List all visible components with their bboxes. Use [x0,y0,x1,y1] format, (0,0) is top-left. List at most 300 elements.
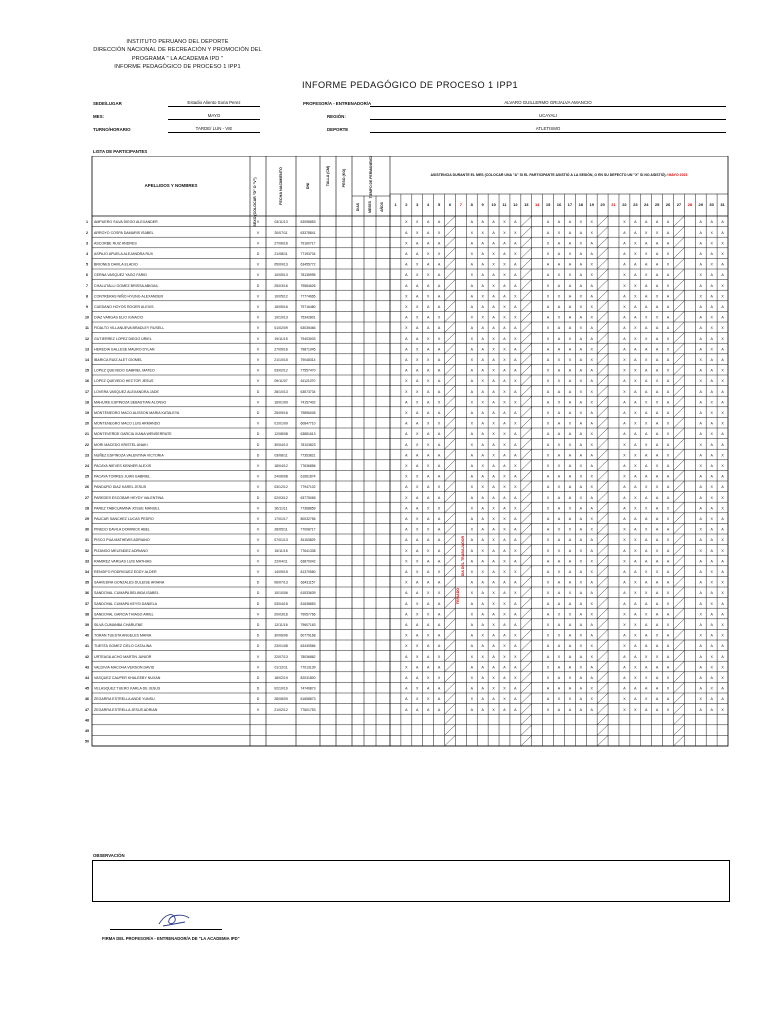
attendance-mark: X [699,612,702,617]
attendance-mark: X [590,315,593,320]
attendance-mark: A [721,400,724,405]
attendance-mark: X [666,623,670,628]
participant-sexo: D [256,686,260,691]
attendance-mark: X [416,654,419,659]
attendance-mark: A [590,421,593,426]
participant-dni: 79048314 [300,358,316,363]
participant-dni: 63775065 [300,495,316,500]
attendance-mark: A [514,411,517,416]
attendance-mark: A [416,326,419,331]
participant-fecha: 01/12/11 [274,665,288,670]
attendance-mark: A [416,495,419,500]
attendance-mark: A [623,421,626,426]
attendance-mark: A [481,686,484,691]
attendance-mark: A [655,527,659,532]
attendance-mark: A [568,294,572,299]
attendance-mark: X [426,442,430,447]
attendance-mark: X [546,676,550,681]
attendance-mark: X [645,400,648,405]
observacion-label: OBSERVACIÓN [93,853,125,858]
attendance-mark: A [492,548,495,553]
attendance-mark: X [634,283,637,288]
attendance-mark: A [645,686,648,691]
attendance-mark: A [405,538,408,543]
participant-fecha: 14/09/15 [274,570,288,575]
attendance-mark: A [655,347,659,352]
participant-fecha: 22/04/11 [274,559,288,564]
attendance-mark: A [557,411,561,416]
participant-name: TORAN TUESTA ANGELES MARIA [94,633,152,638]
attendance-mark: A [568,315,572,320]
attendance-mark: X [721,580,724,585]
row-number: 20 [85,421,89,426]
attendance-mark: A [492,389,495,394]
attendance-mark: X [426,294,430,299]
attendance-mark: X [492,453,495,458]
attendance-mark: X [405,580,408,585]
attendance-mark: A [645,707,648,712]
attendance-mark: A [470,220,473,225]
attendance-mark: A [503,421,506,426]
attendance-mark: A [655,623,659,628]
attendance-mark: A [710,273,713,278]
attendance-mark: A [568,326,572,331]
attendance-mark: A [666,294,670,299]
attendance-mark: A [655,559,659,564]
attendance-mark: A [426,601,430,606]
attendance-mark: X [721,411,724,416]
attendance-mark: A [557,495,561,500]
attendance-mark: A [666,442,670,447]
attendance-mark: X [634,411,637,416]
attendance-mark: A [666,570,670,575]
attendance-mark: A [503,506,506,511]
attendance-mark: X [503,442,506,447]
attendance-mark: A [470,368,473,373]
attendance-mark: X [514,336,517,341]
attendance-mark: A [546,315,550,320]
attendance-mark: A [655,453,659,458]
attendance-mark: X [579,389,583,394]
row-number: 31 [85,538,89,543]
attendance-mark: A [699,368,702,373]
attendance-mark: X [470,612,473,617]
attendance-mark: A [645,538,648,543]
attendance-mark: A [481,527,484,532]
attendance-mark: A [645,623,648,628]
attendance-mark: X [634,336,637,341]
participant-name: MORI MACEDO KRISTEL ANAKI [94,442,148,447]
attendance-mark: A [655,665,659,670]
participant-name: PIZANGO MELENDEZ ADRIANO [94,548,148,553]
attendance-mark: A [655,697,659,702]
attendance-mark: A [492,379,495,384]
attendance-mark: A [655,612,659,617]
participant-fecha: 18/02/19 [274,676,288,681]
attendance-mark: A [514,220,517,225]
attendance-mark: X [590,559,593,564]
attendance-mark: A [481,580,484,585]
participant-name: PACAYA NIEVES KENNER ALEXIS [94,464,152,469]
attendance-mark: A [721,559,724,564]
attendance-mark: X [481,294,484,299]
participant-sexo: D [256,432,260,437]
attendance-mark: A [492,230,495,235]
attendance-mark: A [514,283,517,288]
attendance-mark: A [721,273,724,278]
attendance-mark: A [634,686,637,691]
participant-fecha: 10/10/06 [274,591,288,596]
attendance-mark: X [470,527,473,532]
table-frame [92,156,728,746]
attendance-mark: A [655,432,659,437]
attendance-mark: A [546,517,550,522]
attendance-mark: X [437,570,441,575]
attendance-mark: A [492,495,495,500]
participant-fecha: 02/10/10 [274,686,288,691]
attendance-mark: X [470,400,473,405]
attendance-mark: A [645,305,648,310]
attendance-mark: X [655,633,659,638]
attendance-mark: A [426,326,430,331]
attendance-mark: A [699,601,702,606]
attendance-mark: A [503,294,506,299]
turno-value: TARDE/ LUN - VIE [168,125,260,133]
attendance-mark: A [546,347,550,352]
attendance-mark: A [481,517,484,522]
attendance-mark: A [634,305,637,310]
attendance-mark: A [666,400,670,405]
region-label: REGIÓN: [327,114,346,119]
attendance-mark: A [470,262,473,267]
attendance-mark: A [426,665,430,670]
attendance-mark: X [514,379,517,384]
attendance-mark: X [645,676,648,681]
attendance-mark: A [481,442,484,447]
attendance-mark: A [514,326,517,331]
attendance-mark: X [546,464,550,469]
attendance-mark: X [503,559,506,564]
attendance-mark: A [481,389,484,394]
attendance-mark: A [437,665,441,670]
attendance-mark: X [470,230,473,235]
attendance-mark: X [721,294,724,299]
attendance-mark: X [426,464,430,469]
attendance-mark: A [579,517,583,522]
attendance-mark: A [481,623,484,628]
attendance-mark: X [492,707,495,712]
attendance-mark: A [437,633,441,638]
attendance-mark: A [568,633,572,638]
participant-dni: 79896045 [300,411,316,416]
attendance-mark: A [557,644,561,649]
attendance-mark: X [405,633,408,638]
attendance-mark: A [655,580,659,585]
attendance-mark: A [568,601,572,606]
attendance-mark: A [710,559,713,564]
attendance-mark: X [426,676,430,681]
attendance-mark: X [590,612,593,617]
attendance-mark: A [666,697,670,702]
attendance-mark: X [623,527,626,532]
participant-fecha: 21/08/11 [274,252,288,257]
attendance-mark: A [416,336,419,341]
attendance-mark: A [481,538,484,543]
participant-fecha: 26/05/11 [274,527,288,532]
attendance-mark: A [721,347,724,352]
row-number: 16 [85,379,89,384]
attendance-mark: A [634,273,637,278]
participant-name: PISCO PUA MATHEWS ADRIANO [94,538,150,543]
attendance-mark: X [655,570,659,575]
attendance-mark: X [481,633,484,638]
attendance-mark: X [655,400,659,405]
header-line-4: INFORME PEDAGÓGICO DE PROCESO 1 IPP1 [114,64,241,71]
participant-fecha: 27/06/16 [274,241,288,246]
attendance-mark: A [721,358,724,363]
row-number: 26 [85,485,89,490]
attendance-mark: A [437,262,441,267]
attendance-mark: A [579,686,583,691]
attendance-mark: A [416,453,419,458]
attendance-mark: X [481,400,484,405]
attendance-mark: A [666,326,670,331]
participant-name: NUÑEZ ESPINOZA VALENTINA VICTORIA [94,453,164,458]
day-number: 19 [589,202,594,207]
attendance-mark: X [557,315,561,320]
participant-dni: 78036862 [300,654,316,659]
attendance-mark: A [426,474,430,479]
row-number: 37 [85,601,89,606]
row-number: 21 [85,432,89,437]
attendance-mark: A [426,368,430,373]
attendance-mark: A [405,591,408,596]
attendance-mark: A [579,273,583,278]
attendance-mark: A [645,453,648,458]
attendance-mark: A [470,283,473,288]
attendance-mark: A [666,559,670,564]
attendance-mark: A [481,411,484,416]
attendance-mark: X [634,368,637,373]
attendance-mark: A [470,294,473,299]
profesor-value: ALVARO GUILLERMO GRIJALVA AMANCIO [370,99,726,107]
row-number: 33 [85,559,89,564]
attendance-mark: A [503,336,506,341]
attendance-mark: X [721,707,724,712]
attendance-mark: X [623,220,626,225]
attendance-mark: A [699,506,702,511]
attendance-mark: A [470,644,473,649]
attendance-mark: A [546,273,550,278]
attendance-mark: A [645,633,648,638]
row-number: 44 [85,676,89,681]
day-number: 4 [427,202,430,207]
attendance-mark: X [634,676,637,681]
attendance-mark: A [721,432,724,437]
attendance-mark: X [492,432,495,437]
day-number: 6 [448,202,452,207]
participant-sexo: D [256,591,260,596]
attendance-mark: A [645,368,648,373]
attendance-mark: A [437,612,441,617]
attendance-mark: X [623,623,626,628]
attendance-mark: X [634,665,637,670]
attendance-mark: A [437,538,441,543]
attendance-mark: A [405,358,408,363]
attendance-header: ASISTENCIA DURANTE EL MES (COLOCAR UNA "A" SI EL PARTICIPANTE ASISTIÓ A LA SESIÓN, O EN SU DEFECTO UN "X" SI NO ASISTIÓ) / MAYO 2023 [430,173,688,177]
participant-sexo: V [256,336,260,341]
participant-dni: 63431157 [300,580,316,585]
attendance-mark: X [416,644,419,649]
attendance-mark: X [721,676,724,681]
attendance-mark: X [557,612,561,617]
attendance-mark: A [492,474,495,479]
attendance-mark: X [710,400,713,405]
attendance-mark: A [655,517,659,522]
attendance-mark: X [699,442,702,447]
attendance-mark: A [721,220,724,225]
row-number: 25 [85,474,89,479]
attendance-mark: X [710,315,713,320]
attendance-mark: A [710,538,713,543]
attendance-mark: X [666,347,670,352]
attendance-mark: A [416,283,419,288]
attendance-mark: A [514,612,517,617]
attendance-mark: A [492,559,495,564]
attendance-mark: A [503,580,506,585]
attendance-mark: A [699,315,702,320]
participant-name: ASPAJO APUELA ALEJANDRA RUX [94,252,154,257]
attendance-mark: A [655,601,659,606]
attendance-mark: X [503,315,506,320]
attendance-mark: X [655,230,659,235]
attendance-mark: A [655,474,659,479]
attendance-mark: A [699,326,702,331]
attendance-mark: A [590,548,593,553]
attendance-mark: A [437,707,441,712]
participant-name: HEREDIA GALLESE MAURO DYLAN [94,347,155,352]
participant-dni: 77557470 [300,368,316,373]
attendance-mark: A [481,252,484,257]
participant-name: PANDURO DIAZ KAREL JESUS [94,485,147,490]
attendance-mark: X [590,432,593,437]
participant-dni: 63881613 [300,432,316,437]
attendance-mark: A [416,252,419,257]
attendance-mark: A [437,358,441,363]
participant-dni: 63378841 [300,230,316,235]
attendance-mark: X [437,421,441,426]
attendance-mark: A [590,707,593,712]
attendance-mark: X [721,633,724,638]
attendance-mark: X [634,580,637,585]
attendance-mark: A [546,220,550,225]
attendance-mark: A [623,580,626,585]
participant-sexo: D [256,676,260,681]
attendance-mark: X [579,411,583,416]
attendance-mark: A [426,559,430,564]
attendance-mark: A [579,262,583,267]
attendance-mark: X [546,241,550,246]
attendance-mark: A [503,326,506,331]
attendance-mark: A [590,379,593,384]
attendance-mark: X [557,442,561,447]
participant-dni: 61533639 [300,591,316,596]
participant-dni: 74157402 [300,400,316,405]
attendance-mark: A [514,538,517,543]
day-number: 27 [676,202,682,207]
participant-sexo: D [256,601,260,606]
participant-name: CERNA VASQUEZ YAGO FARID [94,273,147,278]
attendance-mark: A [514,273,517,278]
attendance-mark: X [666,283,670,288]
attendance-mark: X [666,676,670,681]
attendance-mark: A [721,644,724,649]
attendance-mark: X [416,474,419,479]
attendance-mark: A [634,559,637,564]
attendance-mark: A [699,538,702,543]
attendance-mark: X [503,601,506,606]
attendance-mark: A [699,707,702,712]
attendance-mark: X [416,432,419,437]
participant-dni: 79607163 [300,623,316,628]
attendance-mark: A [655,644,659,649]
attendance-mark: A [405,262,408,267]
attendance-mark: X [546,580,550,585]
attendance-mark: A [557,283,561,288]
attendance-mark: X [579,633,583,638]
participant-name: MAHUIKE ESPINOZA SEBASTIAN ALONSO [94,400,167,405]
attendance-mark: A [492,220,495,225]
attendance-mark: X [645,252,648,257]
column-header-meses: MESES [368,201,372,213]
attendance-mark: A [437,411,441,416]
attendance-mark: A [710,379,713,384]
attendance-mark: A [470,559,473,564]
attendance-mark: X [634,707,637,712]
attendance-mark: X [503,230,506,235]
attendance-mark: X [416,485,419,490]
attendance-mark: A [470,623,473,628]
attendance-mark: X [437,336,441,341]
attendance-mark: A [710,283,713,288]
attendance-mark: A [514,527,517,532]
participant-sexo: V [256,548,260,553]
attendance-mark: A [514,623,517,628]
observacion-box [92,860,730,902]
participant-name: URTEAGA ACHO MARTIN JUNIOR [94,654,152,659]
attendance-mark: A [590,336,593,341]
participant-name: PACAYA TORRES JUAN GABRIEL [94,474,151,479]
attendance-mark: A [426,686,430,691]
attendance-mark: A [503,633,506,638]
attendance-mark: A [699,559,702,564]
attendance-mark: X [405,644,408,649]
attendance-mark: X [416,389,419,394]
attendance-mark: X [492,262,495,267]
attendance-mark: A [481,474,484,479]
row-number: 23 [85,453,89,458]
attendance-mark: A [481,601,484,606]
attendance-mark: A [579,283,583,288]
attendance-mark: X [405,411,408,416]
participant-sexo: D [256,644,260,649]
attendance-mark: X [416,686,419,691]
attendance-mark: A [623,495,626,500]
attendance-mark: A [634,644,637,649]
region-value: UCAYALI [370,112,726,120]
participant-name: ARROYO COSPA DAMARIS ISABEL [94,230,154,235]
attendance-mark: A [634,612,637,617]
